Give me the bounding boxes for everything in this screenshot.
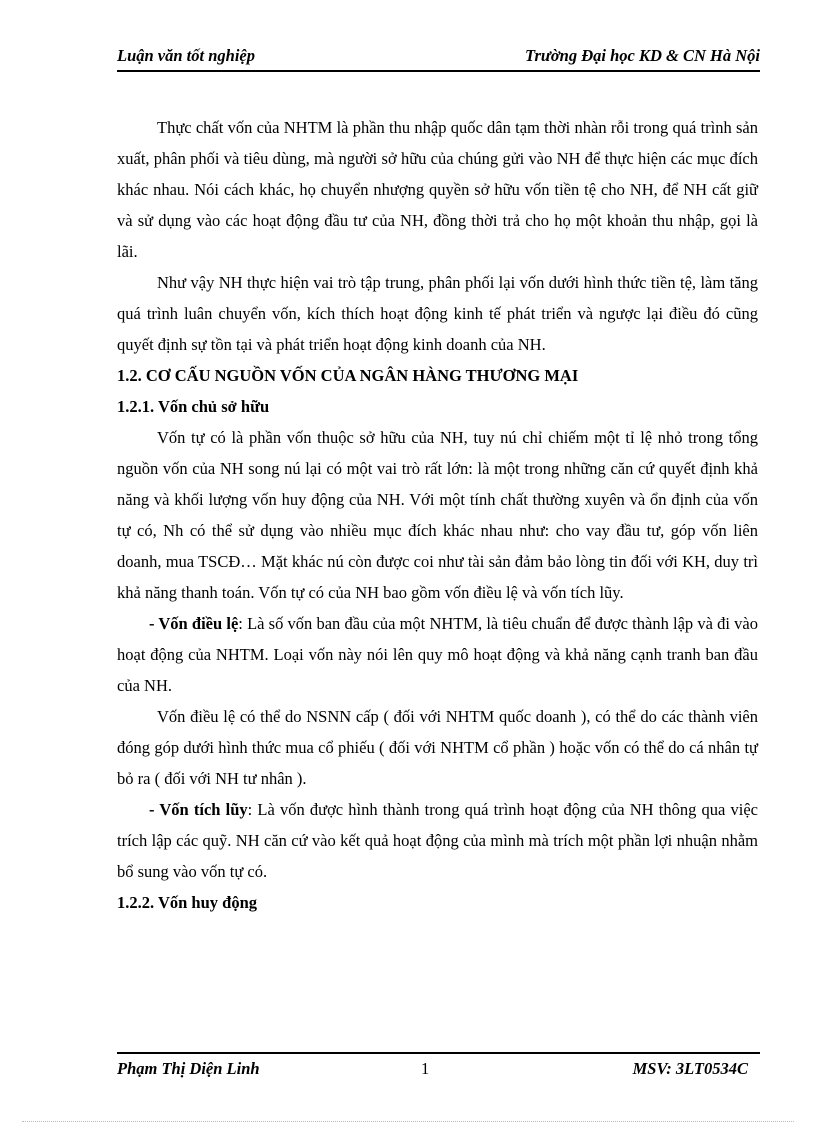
page-header	[117, 46, 760, 72]
paragraph-equity: Vốn tự có là phần vốn thuộc sở hữu của NH, tuy nú chỉ chiếm một tỉ lệ nhỏ trong tổng nguồn vốn của NH song nú lại có một vai trò rất lớn: là một trong những căn cứ quyết định khả năng và khối lượng vốn huy động của NH. Với một tính chất thường xuyên và ổn định của vốn tự có, Nh có thể sử dụng vào nhiều mục đích khác nhau như: cho vay đầu tư, góp vốn liên doanh, mua TSCĐ… Mặt khác nú còn được coi như tài sản đảm bảo lòng tin đối với KH, duy trì khả năng thanh toán. Vốn tự có của NH bao gồm vốn điều lệ và vốn tích lũy.	[117, 428, 758, 602]
paragraph-accumulated-capital	[117, 794, 758, 887]
term-charter-capital: - Vốn điều lệ	[149, 614, 239, 633]
paragraph-charter-sources: Vốn điều lệ có thể do NSNN cấp ( đối với NHTM quốc doanh ), có thể do các thành viên đóng góp dưới hình thức mua cổ phiếu ( đối với NHTM cổ phần ) hoặc vốn có thể do cá nhân tự bỏ ra ( đối với NH tư nhân ).	[117, 707, 758, 788]
paragraph-capital-nature: Thực chất vốn của NHTM là phần thu nhập quốc dân tạm thời nhàn rỗi trong quá trình sản xuất, phân phối và tiêu dùng, mà người sở hữu của chúng gửi vào NH để thực hiện các mục đích khác nhau. Nói cách khác, họ chuyển nhượng quyền sở hữu vốn tiền tệ cho NH, để NH cất giữ và sử dụng vào các hoạt động đầu tư của NH, đồng thời trả cho họ một khoản thu nhập, gọi là lãi.	[117, 118, 758, 261]
page-edge-divider	[22, 1121, 794, 1122]
page-footer	[117, 1052, 760, 1080]
footer-student-id: MSV: 3LT0534C	[632, 1059, 748, 1078]
section-heading-1-2: 1.2. CƠ CẤU NGUỒN VỐN CỦA NGÂN HÀNG THƯƠNG MẠI	[117, 366, 579, 385]
paragraph-bank-role: Như vậy NH thực hiện vai trò tập trung, phân phối lại vốn dưới hình thức tiền tệ, làm tăng quá trình luân chuyển vốn, kích thích hoạt động kinh tế phát triển và ngược lại điều đó cũng quyết định sự tồn tại và phát triển hoạt động kinh doanh của NH.	[117, 273, 758, 354]
paragraph-charter-capital	[117, 608, 758, 701]
section-heading-1-2-1: 1.2.1. Vốn chủ sở hữu	[117, 397, 270, 416]
document-body	[117, 112, 758, 918]
header-thesis-title: Luận văn tốt nghiệp	[117, 46, 255, 65]
header-university: Trường Đại học KD & CN Hà Nội	[525, 46, 760, 65]
footer-author: Phạm Thị Diện Linh	[117, 1059, 260, 1078]
charter-capital-text: : Là số vốn ban đầu của một NHTM, là tiêu chuẩn để được thành lập và đi vào hoạt động của NHTM. Loại vốn này nói lên quy mô hoạt động và khả năng cạnh tranh ban đầu của NH.	[117, 614, 758, 695]
accumulated-capital-text: : Là vốn được hình thành trong quá trình hoạt động của NH thông qua việc trích lập các quỹ. NH căn cứ vào kết quả hoạt động của mình mà trích một phần lợi nhuận nhằm bổ sung vào vốn tự có.	[117, 800, 758, 881]
section-heading-1-2-2: 1.2.2. Vốn huy động	[117, 893, 258, 912]
footer-page-number: 1	[421, 1059, 430, 1078]
term-accumulated-capital: - Vốn tích lũy	[149, 800, 248, 819]
